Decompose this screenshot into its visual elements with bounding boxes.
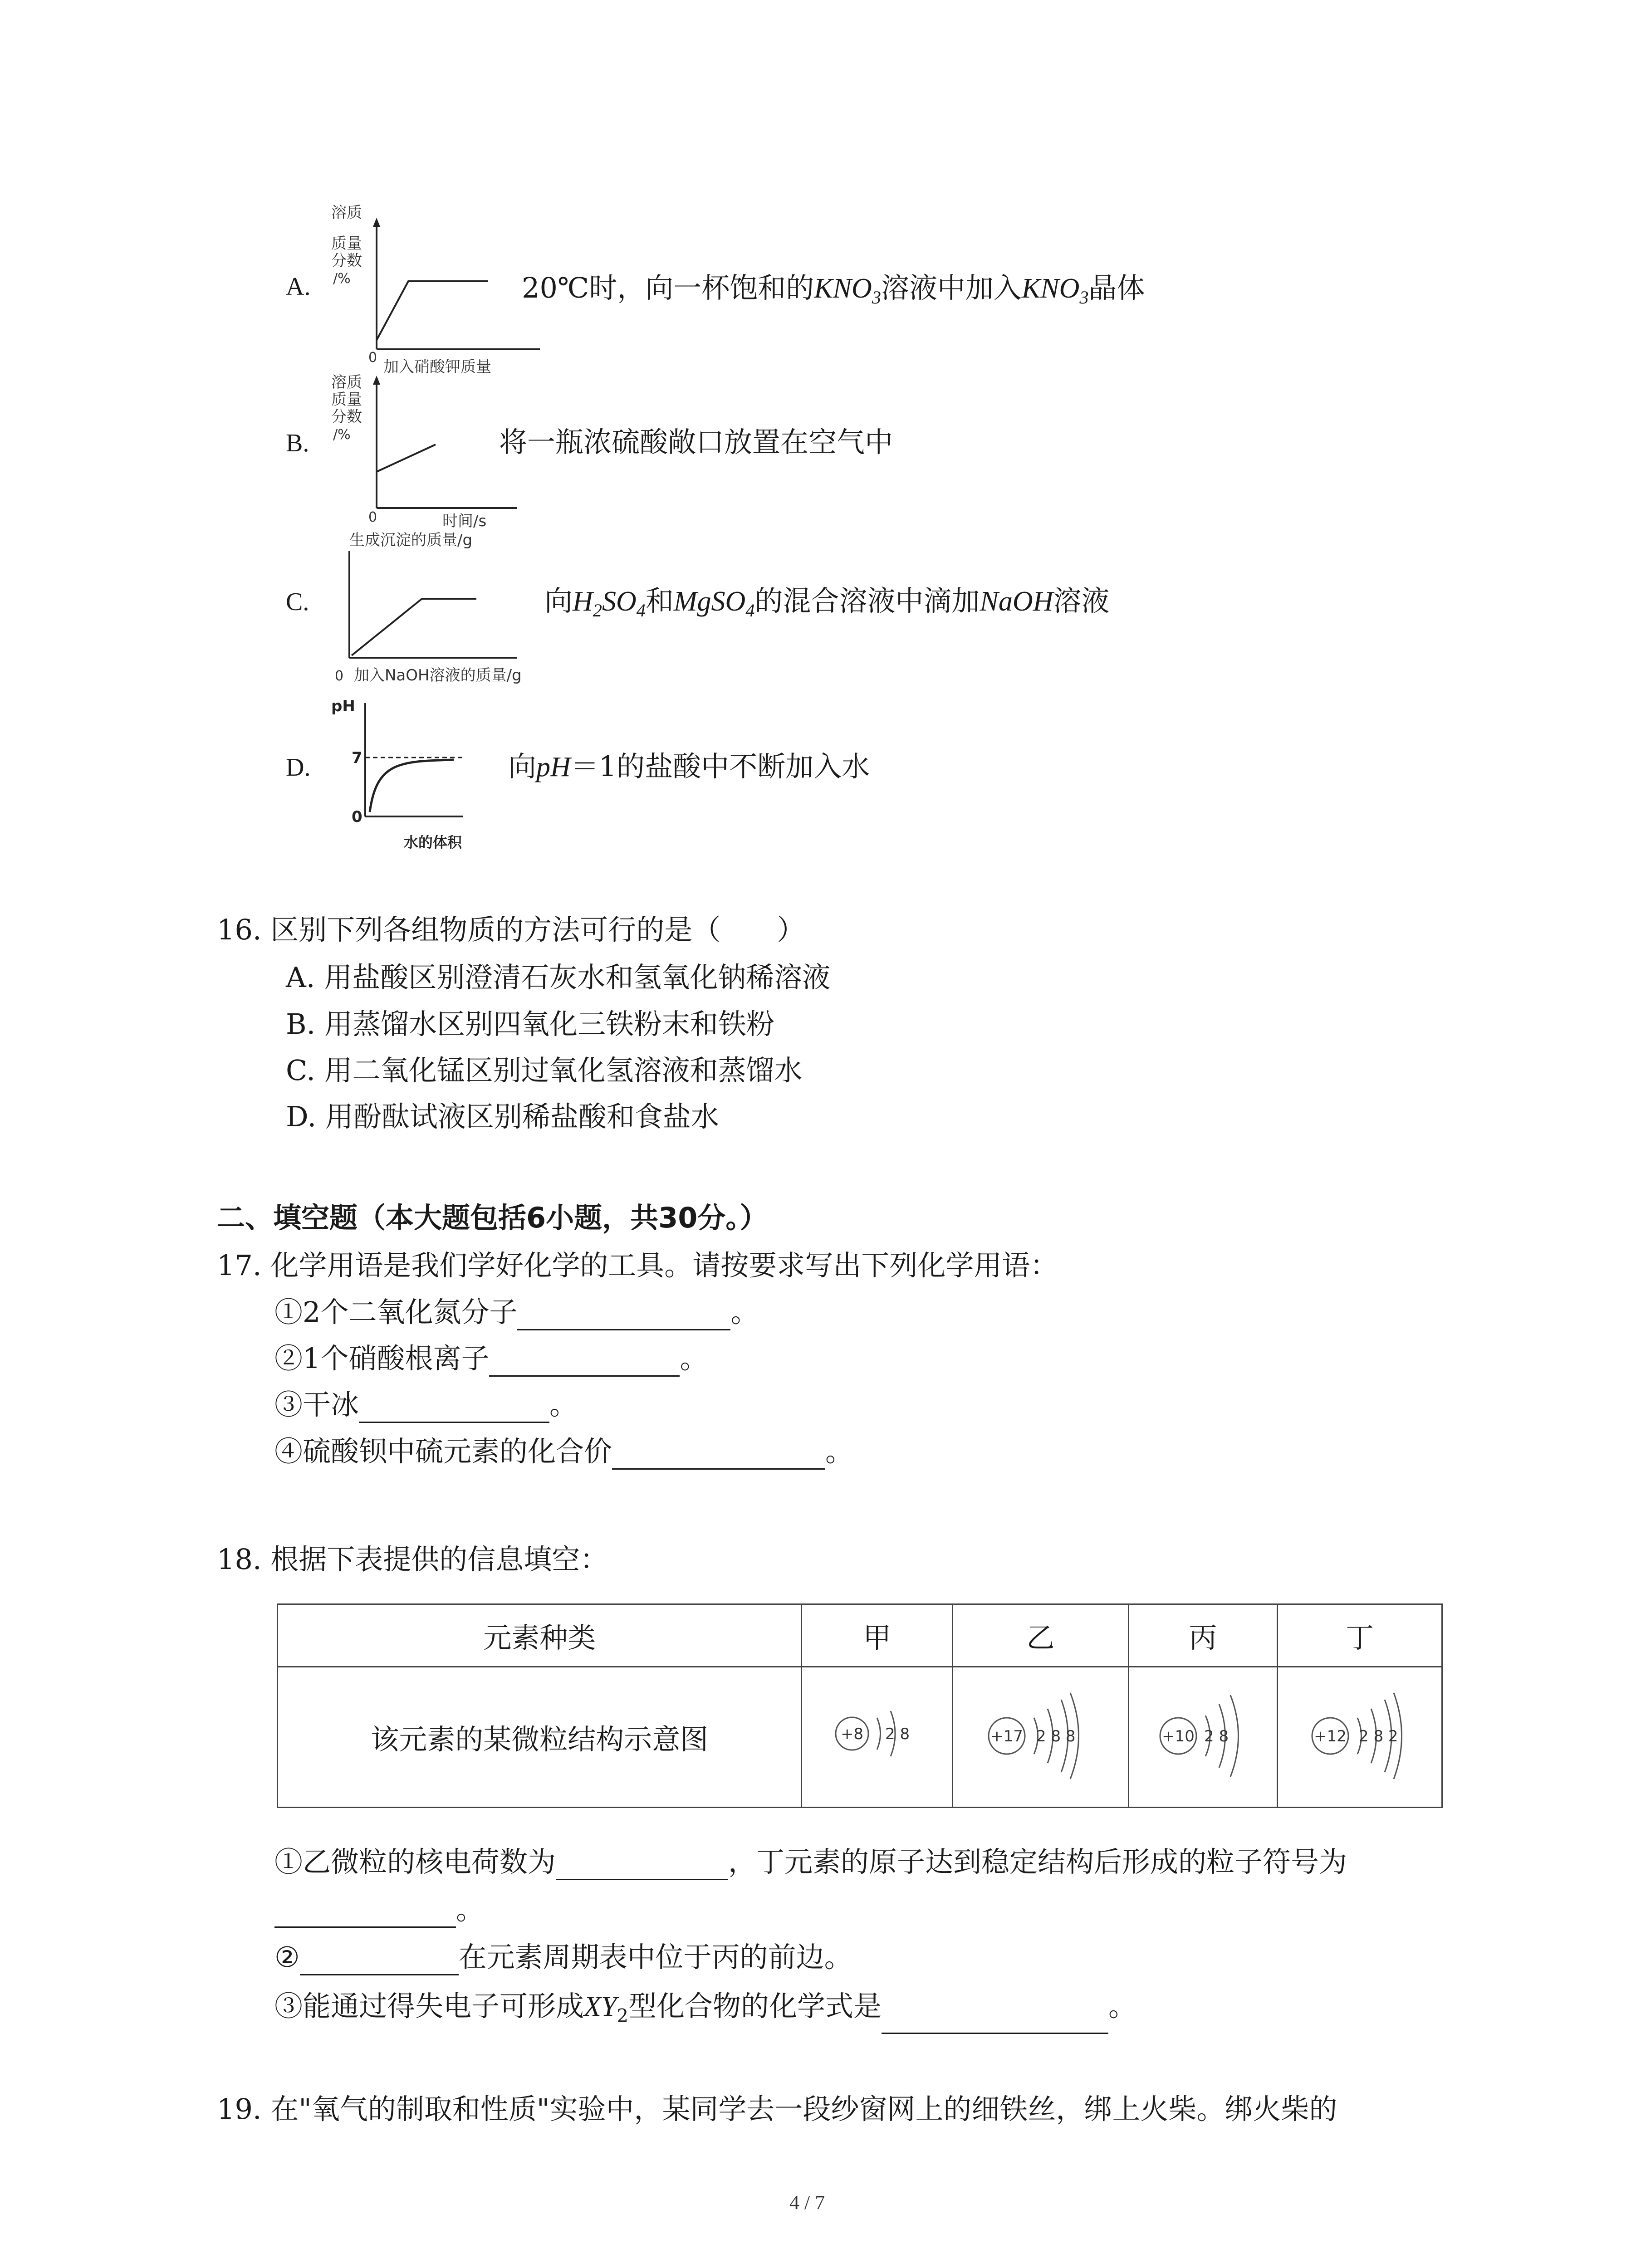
q17-item-4: ④硫酸钡中硫元素的化合价 。 [274, 1433, 853, 1470]
answer-blank[interactable] [300, 1945, 459, 1975]
graph-b [327, 372, 526, 531]
svg-text:质量: 质量 [331, 391, 362, 409]
q18-stem: 18. 根据下表提供的信息填空： [217, 1543, 608, 1576]
q16-option-a: A. 用盐酸区别澄清石灰水和氢氧化钠稀溶液 [286, 961, 831, 994]
option-d-text: 向pH＝1的盐酸中不断加入水 [508, 750, 870, 783]
svg-text:+17: +17 [990, 1727, 1023, 1745]
option-c-text: 向$H_2SO_4$和MgSO$_4$的混合溶液中滴加NaOH溶液 [544, 584, 1110, 621]
graph-a-xlabel: 加入硝酸钾质量 [383, 358, 491, 376]
q18-item-1: ①乙微粒的核电荷数为 ，丁元素的原子达到稳定结构后形成的粒子符号为 [274, 1844, 1347, 1880]
svg-text:2 8 8: 2 8 8 [1036, 1727, 1076, 1745]
q18-item-3: ③能通过得失电子可形成$XY_2$型化合物的化学式是 。 [274, 1988, 1136, 2034]
answer-blank[interactable] [359, 1393, 549, 1423]
graph-a-ylabel-4: /% [333, 271, 351, 287]
option-b-letter: B. [286, 429, 309, 457]
answer-blank[interactable] [882, 2004, 1108, 2034]
graph-a [327, 204, 544, 381]
diagram-yi [953, 1667, 1129, 1808]
svg-text:加入NaOH溶液的质量/g: 加入NaOH溶液的质量/g [354, 666, 522, 684]
graph-a-origin: 0 [368, 350, 377, 366]
svg-text:2 8: 2 8 [1204, 1727, 1229, 1745]
svg-text:时间/s: 时间/s [442, 512, 487, 530]
option-b-text: 将一瓶浓硫酸敞口放置在空气中 [499, 425, 893, 459]
svg-text:0: 0 [352, 808, 362, 826]
option-a-text: 20℃时，向一杯饱和的$KNO_3$溶液中加入$KNO_3$晶体 [522, 271, 1145, 308]
graph-a-ylabel-2: 质量 [331, 235, 362, 253]
table-col-yi: 乙 [953, 1604, 1129, 1667]
q16-option-d: D. 用酚酞试液区别稀盐酸和食盐水 [286, 1100, 719, 1133]
answer-blank[interactable] [489, 1346, 680, 1377]
q16-stem: 16. 区别下列各组物质的方法可行的是（ ） [217, 913, 805, 946]
q17-item-1: ①2个二氧化氮分子 。 [274, 1294, 759, 1330]
q18-item-2: ② 在元素周期表中位于丙的前边。 [274, 1939, 852, 1975]
table-row-label: 该元素的某微粒结构示意图 [278, 1667, 802, 1808]
graph-a-ylabel-1: 溶质 [331, 204, 362, 222]
svg-text:/%: /% [333, 427, 351, 443]
svg-text:0: 0 [335, 668, 344, 684]
table-col-jia: 甲 [802, 1604, 953, 1667]
svg-text:生成沉淀的质量/g: 生成沉淀的质量/g [349, 531, 473, 549]
svg-text:+12: +12 [1314, 1727, 1347, 1745]
answer-blank[interactable] [517, 1300, 730, 1330]
page-number: 4 / 7 [789, 2191, 825, 2214]
diagram-ding [1278, 1667, 1442, 1808]
svg-text:2 8 2: 2 8 2 [1359, 1727, 1398, 1745]
table-col-bing: 丙 [1128, 1604, 1277, 1667]
svg-text:溶质: 溶质 [331, 373, 362, 391]
section-heading: 二、填空题（本大题包括6小题，共30分。） [217, 1201, 768, 1234]
svg-text:0: 0 [368, 509, 377, 525]
svg-text:7: 7 [352, 749, 362, 767]
graph-c [327, 526, 581, 689]
svg-text:pH: pH [331, 697, 355, 715]
q17-item-2: ②1个硝酸根离子 。 [274, 1340, 708, 1377]
svg-text:+10: +10 [1161, 1727, 1195, 1745]
table-header-label: 元素种类 [278, 1604, 802, 1667]
diagram-bing [1128, 1667, 1277, 1808]
svg-text:2 8: 2 8 [885, 1725, 910, 1743]
element-table [277, 1603, 1443, 1808]
q17-stem: 17. 化学用语是我们学好化学的工具。请按要求写出下列化学用语： [217, 1249, 1058, 1282]
svg-text:分数: 分数 [331, 408, 362, 426]
graph-a-ylabel-3: 分数 [331, 252, 362, 270]
answer-blank[interactable] [556, 1850, 728, 1880]
table-col-ding: 丁 [1278, 1604, 1442, 1667]
q19-stem: 19. 在"氧气的制取和性质"实验中，某同学去一段纱窗网上的细铁丝，绑上火柴。绑火柴的 [217, 2092, 1337, 2126]
diagram-jia [802, 1667, 953, 1808]
option-a-letter: A. [286, 273, 311, 301]
answer-blank[interactable] [274, 1897, 456, 1928]
svg-text:水的体积: 水的体积 [404, 834, 462, 851]
svg-text:+8: +8 [841, 1725, 864, 1743]
option-c-letter: C. [286, 588, 309, 616]
q16-option-c: C. 用二氧化锰区别过氧化氢溶液和蒸馏水 [286, 1054, 803, 1087]
q16-option-b: B. 用蒸馏水区别四氧化三铁粉末和铁粉 [286, 1007, 774, 1041]
answer-blank[interactable] [612, 1439, 825, 1470]
option-d-letter: D. [286, 753, 311, 782]
q17-item-3: ③干冰 。 [274, 1387, 578, 1423]
q18-item-1-cont: 。 [274, 1892, 484, 1928]
graph-d [327, 694, 499, 857]
